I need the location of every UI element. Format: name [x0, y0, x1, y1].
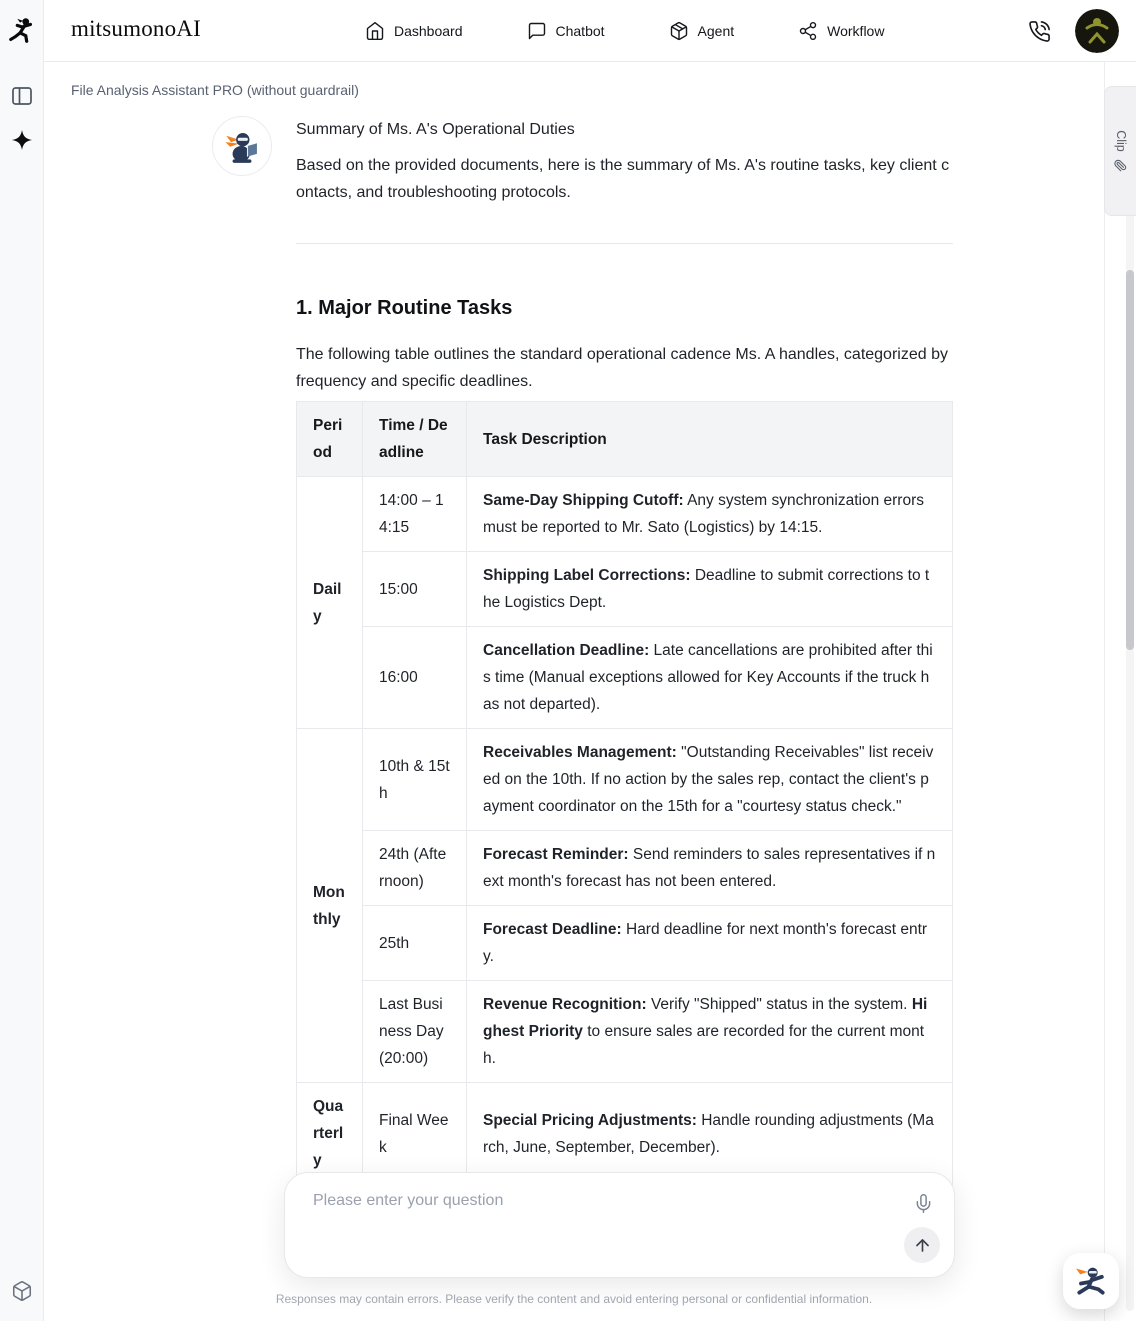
task-description-cell: Forecast Reminder: Send reminders to sales representatives if next month's forecast has not been entered. [467, 831, 953, 906]
table-row [297, 981, 953, 1083]
assistant-fab[interactable] [1063, 1253, 1119, 1309]
paperclip-icon [1114, 159, 1127, 172]
footer-bar [44, 1278, 1104, 1321]
time-cell: 25th [363, 906, 467, 981]
assistant-message-body [296, 116, 953, 1185]
share-nodes-icon [798, 21, 818, 41]
time-cell: 15:00 [363, 552, 467, 627]
table-row [297, 831, 953, 906]
period-cell: Monthly [297, 729, 363, 1083]
column-header-time: Time / Deadline [363, 402, 467, 477]
nav-item-chatbot[interactable] [527, 21, 605, 41]
period-cell: Quarterly [297, 1083, 363, 1185]
section-intro: The following table outlines the standard operational cadence Ms. A handles, categorized by frequency and specific deadlines. [296, 346, 948, 390]
time-cell: 14:00 – 14:15 [363, 477, 467, 552]
microphone-icon [913, 1193, 934, 1214]
clip-tab[interactable] [1104, 86, 1136, 216]
sidebar-cube-button[interactable] [0, 1269, 44, 1313]
clip-tab-label: Clip [1113, 130, 1128, 152]
time-cell: Final Week [363, 1083, 467, 1185]
right-rail [1104, 62, 1136, 1321]
user-avatar-image [1075, 9, 1119, 53]
table-row [297, 627, 953, 729]
message-title: Summary of Ms. A's Operational Duties [296, 121, 575, 138]
table-row [297, 729, 953, 831]
task-description-cell: Special Pricing Adjustments: Handle rounding adjustments (March, June, September, December). [467, 1083, 953, 1185]
main-nav [365, 0, 884, 62]
period-cell: Daily [297, 477, 363, 729]
nav-label: Workflow [827, 23, 885, 39]
scrollbar-thumb[interactable] [1126, 270, 1134, 650]
panel-toggle-icon [10, 84, 34, 108]
column-header-task: Task Description [467, 402, 953, 477]
table-header-row [297, 402, 953, 477]
section-title: 1. Major Routine Tasks [296, 297, 513, 319]
task-description-cell: Revenue Recognition: Verify "Shipped" status in the system. Highest Priority to ensure sales are recorded for the current month. [467, 981, 953, 1083]
nav-item-agent[interactable] [669, 21, 735, 41]
assistant-avatar [212, 116, 272, 176]
table-row [297, 552, 953, 627]
task-description-cell: Same-Day Shipping Cutoff: Any system synchronization errors must be reported to Mr. Sato (Logistics) by 14:15. [467, 477, 953, 552]
task-description-cell: Receivables Management: "Outstanding Receivables" list received on the 10th. If no action by the sales rep, contact the client's payment coordinator on the 15th for a "courtesy status check." [467, 729, 953, 831]
ninja-fab-icon [1071, 1261, 1111, 1301]
table-row [297, 906, 953, 981]
assistant-name-label: File Analysis Assistant PRO (without guardrail) [71, 82, 359, 98]
column-header-period: Period [297, 402, 363, 477]
time-cell: 10th & 15th [363, 729, 467, 831]
user-avatar[interactable] [1075, 9, 1119, 53]
brand-logo[interactable] [0, 0, 44, 62]
question-input[interactable] [313, 1192, 873, 1262]
composer [284, 1172, 955, 1278]
task-description-cell: Forecast Deadline: Hard deadline for next month's forecast entry. [467, 906, 953, 981]
nav-item-dashboard[interactable] [365, 21, 463, 41]
left-sidebar [0, 0, 44, 1321]
sidebar-toggle-button[interactable] [0, 74, 44, 118]
cube-icon [11, 1280, 33, 1302]
time-cell: 24th (Afternoon) [363, 831, 467, 906]
assistant-message [44, 116, 1104, 1185]
nav-label: Agent [697, 23, 735, 39]
home-icon [365, 21, 385, 41]
ninja-logo-icon [7, 16, 37, 46]
routine-tasks-table [296, 401, 953, 1185]
task-description-cell: Shipping Label Corrections: Deadline to submit corrections to the Logistics Dept. [467, 552, 953, 627]
topbar-right [1028, 0, 1119, 62]
package-icon [669, 21, 689, 41]
divider [296, 243, 953, 244]
task-description-cell: Cancellation Deadline: Late cancellations are prohibited after this time (Manual exceptions allowed for Key Accounts if the truck has not departed). [467, 627, 953, 729]
time-cell: 16:00 [363, 627, 467, 729]
sidebar-sparkle-button[interactable] [0, 118, 44, 162]
sparkle-icon [10, 128, 34, 152]
arrow-up-icon [913, 1236, 932, 1255]
time-cell: Last Business Day (20:00) [363, 981, 467, 1083]
top-navbar [44, 0, 1136, 62]
nav-label: Chatbot [555, 23, 605, 39]
brand-name: mitsumonoAI [71, 16, 201, 41]
chat-bubble-icon [527, 21, 547, 41]
ninja-reading-icon [220, 124, 264, 168]
nav-item-workflow[interactable] [798, 21, 884, 41]
phone-call-icon [1028, 20, 1051, 43]
table-row [297, 1083, 953, 1185]
mic-button[interactable] [909, 1189, 937, 1217]
chat-content [44, 62, 1104, 1321]
phone-call-button[interactable] [1028, 20, 1051, 43]
table-row [297, 477, 953, 552]
disclaimer-text: Responses may contain errors. Please verify the content and avoid entering personal or confidential information. [275, 1292, 873, 1306]
message-intro: Based on the provided documents, here is the summary of Ms. A's routine tasks, key client contacts, and troubleshooting protocols. [296, 157, 950, 201]
send-button[interactable] [904, 1227, 940, 1263]
nav-label: Dashboard [394, 23, 463, 39]
